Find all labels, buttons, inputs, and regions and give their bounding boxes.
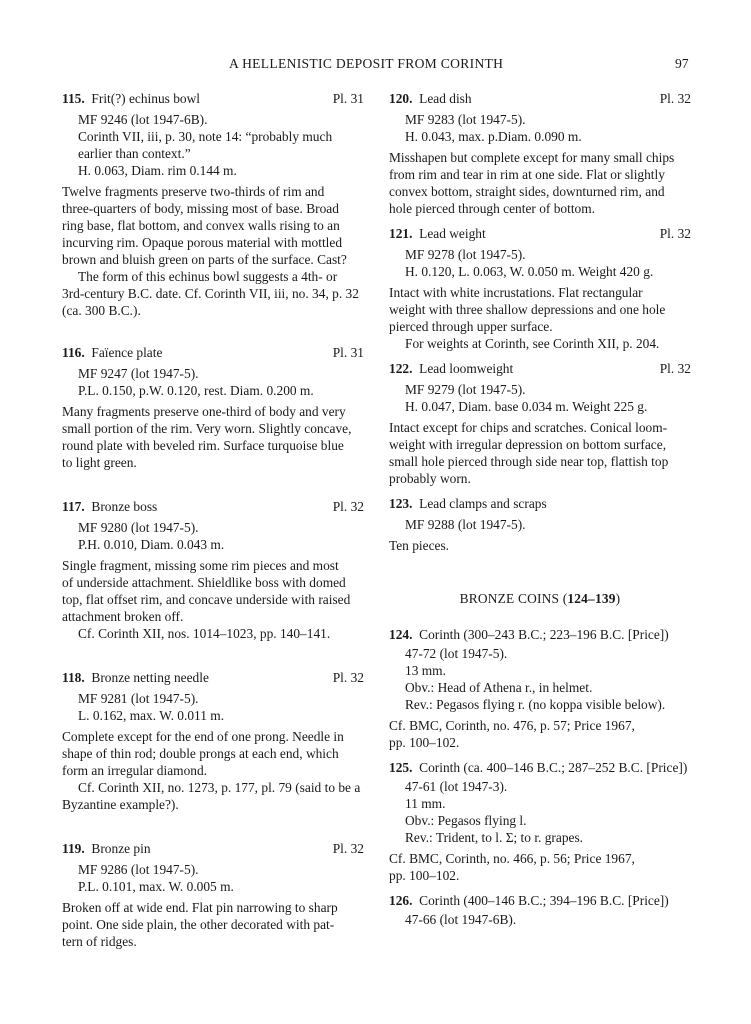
catalog-entry-122 (389, 360, 691, 487)
desc-line: Cf. Corinth XII, no. 1273, p. 177, pl. 79 (said to be a (78, 780, 361, 795)
entry-commentary (62, 268, 364, 319)
catalog-entry-124 (389, 626, 691, 751)
desc-line: tern of ridges. (62, 934, 137, 949)
desc-line: three-quarters of body, missing most of base. Broad (62, 201, 339, 216)
desc-line: round plate with beveled rim. Surface turquoise blue (62, 438, 344, 453)
meta-line: H. 0.043, max. p.Diam. 0.090 m. (405, 129, 582, 144)
meta-line: Rev.: Pegasos flying r. (no koppa visible below). (405, 697, 666, 712)
desc-line: pp. 100–102. (389, 868, 460, 883)
desc-line: Complete except for the end of one prong. Needle in (62, 729, 344, 744)
meta-line: MF 9286 (lot 1947-5). (78, 862, 199, 877)
desc-line: small portion of the rim. Very worn. Slightly concave, (62, 421, 352, 436)
meta-line: MF 9280 (lot 1947-5). (78, 520, 199, 535)
desc-line: weight with irregular depression on bottom surface, (389, 437, 667, 452)
meta-line: 47-72 (lot 1947-5). (405, 646, 508, 661)
plate-reference: Pl. 31 (332, 91, 364, 106)
desc-line: hole pierced through center of bottom. (389, 201, 595, 216)
desc-line: Broken off at wide end. Flat pin narrowing to sharp (62, 900, 338, 915)
left-column (62, 90, 364, 950)
entry-meta (389, 111, 691, 145)
desc-line: (ca. 300 B.C.). (62, 303, 141, 318)
right-column (389, 90, 691, 928)
entry-number: 119. (62, 841, 85, 856)
page-header (0, 56, 751, 76)
catalog-entry-123 (389, 495, 691, 554)
desc-line: Misshapen but complete except for many small chips (389, 150, 675, 165)
entry-heading (389, 495, 691, 512)
entry-meta (62, 690, 364, 724)
section-close: ) (615, 591, 621, 606)
meta-line: MF 9279 (lot 1947-5). (405, 382, 526, 397)
entry-description (389, 850, 691, 884)
entry-number: 124. (389, 627, 413, 642)
meta-line: L. 0.162, max. W. 0.011 m. (78, 708, 225, 723)
desc-line: 3rd-century B.C. date. Cf. Corinth VII, iii, no. 34, p. 32 (62, 286, 359, 301)
running-title: A HELLENISTIC DEPOSIT FROM CORINTH (229, 56, 504, 71)
entry-description (62, 183, 364, 268)
desc-line: small hole pierced through side near top, flattish top (389, 454, 669, 469)
entry-title: Faïence plate (91, 345, 163, 360)
desc-line: attachment broken off. (62, 609, 184, 624)
entry-description (62, 899, 364, 950)
entry-title: Bronze netting needle (91, 670, 209, 685)
entry-heading (62, 344, 364, 361)
desc-line: pierced through upper surface. (389, 319, 553, 334)
meta-line: 47-66 (lot 1947-6B). (405, 912, 517, 927)
desc-line: convex bottom, straight sides, downturned rim, and (389, 184, 665, 199)
entry-meta (389, 381, 691, 415)
desc-line: incurving rim. Opaque porous material with mottled (62, 235, 343, 250)
entry-number: 123. (389, 496, 413, 511)
entry-title: Lead weight (419, 226, 486, 241)
desc-line: Byzantine example?). (62, 797, 179, 812)
entry-heading (62, 840, 364, 857)
entry-number: 122. (389, 361, 413, 376)
meta-line: earlier than context.” (78, 146, 191, 161)
entry-number: 125. (389, 760, 413, 775)
meta-line: 11 mm. (405, 796, 446, 811)
entry-title: Bronze pin (91, 841, 151, 856)
entry-meta (62, 111, 364, 179)
section-range: 124–139 (567, 591, 616, 606)
entry-number: 120. (389, 91, 413, 106)
desc-line: Ten pieces. (389, 538, 450, 553)
entry-meta (389, 645, 691, 713)
entry-description (389, 717, 691, 751)
desc-line: ring base, flat bottom, and convex walls rising to an (62, 218, 340, 233)
meta-line: Rev.: Trident, to l. Σ; to r. grapes. (405, 830, 584, 845)
meta-line: H. 0.120, L. 0.063, W. 0.050 m. Weight 420 g. (405, 264, 654, 279)
desc-line: Cf. BMC, Corinth, no. 466, p. 56; Price 1967, (389, 851, 635, 866)
meta-line: P.L. 0.150, p.W. 0.120, rest. Diam. 0.200 m. (78, 383, 314, 398)
catalog-entry-125 (389, 759, 691, 884)
entry-heading (389, 892, 691, 909)
catalog-entry-120 (389, 90, 691, 217)
entry-description (62, 728, 364, 813)
entry-meta (389, 246, 691, 280)
entry-description (389, 284, 691, 352)
entry-title: Bronze boss (91, 499, 158, 514)
entry-title: Lead clamps and scraps (419, 496, 547, 511)
desc-line: pp. 100–102. (389, 735, 460, 750)
catalog-entry-126 (389, 892, 691, 928)
entry-meta (389, 911, 691, 928)
entry-description (62, 403, 364, 471)
entry-heading (389, 90, 691, 107)
desc-line: For weights at Corinth, see Corinth XII, p. 204. (405, 336, 660, 351)
desc-line: Cf. BMC, Corinth, no. 476, p. 57; Price 1967, (389, 718, 635, 733)
meta-line: Obv.: Pegasos flying l. (405, 813, 527, 828)
desc-line: Single fragment, missing some rim pieces and most (62, 558, 339, 573)
catalog-entry-119 (62, 840, 364, 950)
plate-reference: Pl. 32 (659, 91, 691, 106)
catalog-entry-117 (62, 498, 364, 642)
entry-heading (389, 360, 691, 377)
section-heading-bronze-coins (389, 590, 691, 607)
desc-line: form an irregular diamond. (62, 763, 208, 778)
desc-line: top, flat offset rim, and concave underside with raised (62, 592, 351, 607)
entry-number: 116. (62, 345, 85, 360)
meta-line: MF 9278 (lot 1947-5). (405, 247, 526, 262)
meta-line: MF 9247 (lot 1947-5). (78, 366, 199, 381)
meta-line: 13 mm. (405, 663, 446, 678)
desc-line: point. One side plain, the other decorated with pat- (62, 917, 335, 932)
meta-line: P.L. 0.101, max. W. 0.005 m. (78, 879, 234, 894)
entry-meta (62, 519, 364, 553)
entry-number: 118. (62, 670, 85, 685)
entry-description (62, 557, 364, 642)
desc-line: Twelve fragments preserve two-thirds of rim and (62, 184, 325, 199)
desc-line: Intact except for chips and scratches. Conical loom- (389, 420, 668, 435)
meta-line: MF 9288 (lot 1947-5). (405, 517, 526, 532)
entry-number: 115. (62, 91, 85, 106)
meta-line: Obv.: Head of Athena r., in helmet. (405, 680, 593, 695)
meta-line: 47-61 (lot 1947-3). (405, 779, 508, 794)
plate-reference: Pl. 32 (332, 670, 364, 685)
entry-number: 121. (389, 226, 413, 241)
desc-line: The form of this echinus bowl suggests a 4th- or (78, 269, 338, 284)
entry-heading (389, 626, 691, 643)
desc-line: Cf. Corinth XII, nos. 1014–1023, pp. 140–141. (78, 626, 331, 641)
desc-line: to light green. (62, 455, 137, 470)
entry-heading (62, 90, 364, 107)
section-title: BRONZE COINS ( (459, 591, 568, 606)
entry-heading (389, 759, 691, 776)
entry-title: Lead dish (419, 91, 472, 106)
desc-line: of underside attachment. Shieldlike boss with domed (62, 575, 346, 590)
desc-line: from rim and tear in rim at one side. Flat or slightly (389, 167, 665, 182)
catalog-entry-118 (62, 669, 364, 813)
plate-reference: Pl. 32 (659, 226, 691, 241)
entry-number: 126. (389, 893, 413, 908)
plate-reference: Pl. 32 (332, 499, 364, 514)
plate-reference: Pl. 32 (332, 841, 364, 856)
desc-line: weight with three shallow depressions and one hole (389, 302, 666, 317)
entry-description (389, 419, 691, 487)
entry-heading (62, 498, 364, 515)
entry-title: Lead loomweight (419, 361, 514, 376)
entry-meta (62, 861, 364, 895)
plate-reference: Pl. 31 (332, 345, 364, 360)
desc-line: Many fragments preserve one-third of body and very (62, 404, 346, 419)
entry-meta (389, 778, 691, 846)
catalog-entry-121 (389, 225, 691, 352)
entry-title: Corinth (400–146 B.C.; 394–196 B.C. [Price]) (419, 893, 669, 908)
catalog-entry-116 (62, 344, 364, 471)
meta-line: H. 0.063, Diam. rim 0.144 m. (78, 163, 237, 178)
entry-number: 117. (62, 499, 85, 514)
page-number: 97 (675, 56, 689, 71)
entry-heading (389, 225, 691, 242)
meta-line: Corinth VII, iii, p. 30, note 14: “probably much (78, 129, 333, 144)
meta-line: MF 9246 (lot 1947-6B). (78, 112, 208, 127)
meta-line: MF 9281 (lot 1947-5). (78, 691, 199, 706)
entry-meta (62, 365, 364, 399)
entry-description (389, 537, 691, 554)
plate-reference: Pl. 32 (659, 361, 691, 376)
entry-title: Corinth (300–243 B.C.; 223–196 B.C. [Price]) (419, 627, 669, 642)
desc-line: brown and bluish green on parts of the surface. Cast? (62, 252, 347, 267)
entry-meta (389, 516, 691, 533)
desc-line: probably worn. (389, 471, 471, 486)
entry-title: Frit(?) echinus bowl (91, 91, 200, 106)
meta-line: MF 9283 (lot 1947-5). (405, 112, 526, 127)
meta-line: H. 0.047, Diam. base 0.034 m. Weight 225 g. (405, 399, 648, 414)
catalog-entry-115 (62, 90, 364, 319)
desc-line: Intact with white incrustations. Flat rectangular (389, 285, 643, 300)
meta-line: P.H. 0.010, Diam. 0.043 m. (78, 537, 225, 552)
entry-title: Corinth (ca. 400–146 B.C.; 287–252 B.C. [Price]) (419, 760, 688, 775)
entry-heading (62, 669, 364, 686)
desc-line: shape of thin rod; double prongs at each end, which (62, 746, 339, 761)
entry-description (389, 149, 691, 217)
